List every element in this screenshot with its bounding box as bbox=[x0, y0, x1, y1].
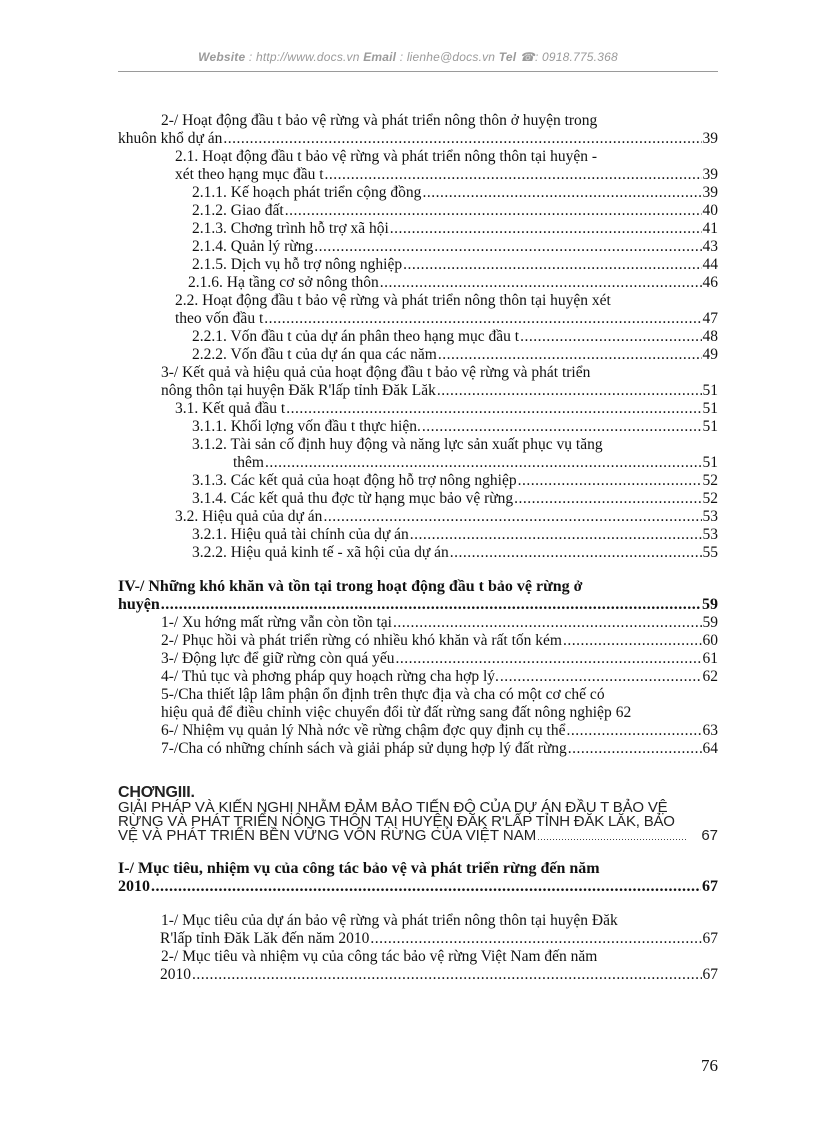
chapter-line-3: VỆ VÀ PHÁT TRIỂN BỀN VỮNG VỐN RỪNG CỦA VIỆT NAM ..... 67 bbox=[118, 829, 718, 844]
table-of-contents bbox=[118, 112, 718, 984]
toc-entry-2-1-5: 2.1.5. Dịch vụ hỗ trợ nông nghiệp ..... 44 bbox=[118, 256, 718, 274]
toc-entry-2: 2-/ Hoạt động đầu t bảo vệ rừng và phát triển nông thôn ở huyện trong bbox=[161, 112, 598, 129]
website-label: Website bbox=[198, 50, 246, 64]
toc-entry-i-1: 1-/ Mục tiêu của dự án bảo vệ rừng và phát triển nông thôn tại huyện Đăk bbox=[161, 912, 618, 929]
toc-entry-i-cont: 2010 ..... 67 bbox=[118, 878, 718, 896]
email-address: : lienhe@docs.vn bbox=[399, 50, 496, 64]
toc-entry-3-1-4: 3.1.4. Các kết quả thu đợc từ hạng mục bảo vệ rừng ..... 52 bbox=[118, 490, 718, 508]
website-url: : http://www.docs.vn bbox=[248, 50, 360, 64]
toc-entry-i: I-/ Mục tiêu, nhiệm vụ của công tác bảo vệ và phát triển rừng đến năm bbox=[118, 860, 600, 877]
toc-entry-2-1-6: 2.1.6. Hạ tầng cơ sở nông thôn ..... 46 bbox=[118, 274, 718, 292]
toc-entry-3-cont: nông thôn tại huyện Đăk R'lấp tỉnh Đăk Lăk ..... 51 bbox=[118, 382, 718, 400]
tel-label: Tel bbox=[498, 50, 517, 64]
toc-entry-3-1-2-cont: thêm ..... 51 bbox=[118, 454, 718, 472]
chapter-line-2: RỪNG VÀ PHÁT TRIỂN NÔNG THÔN TẠI HUYỆN ĐĂK R'LẤP TỈNH ĐĂK LĂK, BẢO bbox=[118, 813, 675, 830]
toc-entry-i-2: 2-/ Mục tiêu và nhiệm vụ của công tác bảo vệ rừng Việt Nam đến năm bbox=[161, 948, 598, 965]
toc-entry-iv-2: 2-/ Phục hồi và phát triển rừng có nhiều khó khăn và rất tốn kém ..... 60 bbox=[118, 632, 718, 650]
toc-entry-iv-5-cont: hiệu quả để điều chỉnh việc chuyển đổi từ đất rừng sang đất nông nghiệp 62 bbox=[161, 704, 632, 721]
toc-entry-2-cont: khuôn khổ dự án ..... 39 bbox=[118, 130, 718, 148]
toc-entry-2-1-1: 2.1.1. Kế hoạch phát triển cộng đồng ..... 39 bbox=[118, 184, 718, 202]
toc-entry-2-1-3: 2.1.3. Chơng trình hỗ trợ xã hội ..... 41 bbox=[118, 220, 718, 238]
toc-entry-i-2-cont: 2010 ..... 67 bbox=[118, 966, 718, 984]
toc-entry-3-2-2: 3.2.2. Hiệu quả kinh tế - xã hội của dự án ..... 55 bbox=[118, 544, 718, 562]
toc-entry-3-1-1: 3.1.1. Khối lợng vốn đầu t thực hiện. ..... 51 bbox=[118, 418, 718, 436]
toc-entry-iv: IV-/ Những khó khăn và tồn tại trong hoạt động đầu t bảo vệ rừng ở bbox=[118, 578, 583, 595]
toc-entry-3-1-2: 3.1.2. Tài sản cố định huy động và năng lực sản xuất phục vụ tăng bbox=[192, 436, 603, 453]
telephone-icon: ☎ bbox=[519, 50, 535, 64]
toc-entry-iv-5: 5-/Cha thiết lập lâm phận ổn định trên thực địa và cha có một cơ chế có bbox=[161, 686, 605, 703]
toc-entry-iv-7: 7-/Cha có những chính sách và giải pháp sử dụng hợp lý đất rừng ..... 64 bbox=[118, 740, 718, 758]
toc-entry-2-2-1: 2.2.1. Vốn đầu t của dự án phân theo hạng mục đầu t ..... 48 bbox=[118, 328, 718, 346]
page-number: 76 bbox=[701, 1056, 718, 1075]
page-ref: 39 bbox=[702, 130, 718, 147]
toc-entry-iv-1: 1-/ Xu hớng mất rừng vẫn còn tồn tại ..... 59 bbox=[118, 614, 718, 632]
toc-entry-2-1-cont: xét theo hạng mục đầu t ..... 39 bbox=[118, 166, 718, 184]
toc-entry-3-2: 3.2. Hiệu quả của dự án ..... 53 bbox=[118, 508, 718, 526]
toc-entry-3-2-1: 3.2.1. Hiệu quả tài chính của dự án ..... 53 bbox=[118, 526, 718, 544]
toc-entry-2-1-2: 2.1.2. Giao đất ..... 40 bbox=[118, 202, 718, 220]
toc-entry-2-1-4: 2.1.4. Quản lý rừng ..... 43 bbox=[118, 238, 718, 256]
toc-entry-2-1: 2.1. Hoạt động đầu t bảo vệ rừng và phát triển nông thôn tại huyện - bbox=[175, 148, 598, 165]
chapter-heading bbox=[118, 784, 718, 844]
tel-number: : 0918.775.368 bbox=[534, 50, 618, 64]
toc-entry-iv-3: 3-/ Động lực để giữ rừng còn quá yếu ..... 61 bbox=[118, 650, 718, 668]
toc-entry-i-1-cont: R'lấp tỉnh Đăk Lăk đến năm 2010 ..... 67 bbox=[118, 930, 718, 948]
toc-entry-2-2-cont: theo vốn đầu t ..... 47 bbox=[118, 310, 718, 328]
toc-entry-3-1: 3.1. Kết quả đầu t ..... 51 bbox=[118, 400, 718, 418]
toc-entry-2-2: 2.2. Hoạt động đầu t bảo vệ rừng và phát triển nông thôn tại huyện xét bbox=[175, 292, 611, 309]
toc-entry-2-2-2: 2.2.2. Vốn đầu t của dự án qua các năm ..... 49 bbox=[118, 346, 718, 364]
email-label: Email bbox=[363, 50, 397, 64]
toc-entry-iv-cont: huyện ..... 59 bbox=[118, 596, 718, 614]
header-rule bbox=[118, 71, 718, 72]
chapter-title: CHƠNGIII. bbox=[118, 784, 195, 801]
toc-entry-3: 3-/ Kết quả và hiệu quả của hoạt động đầu t bảo vệ rừng và phát triển bbox=[161, 364, 591, 381]
toc-entry-3-1-3: 3.1.3. Các kết quả của hoạt động hỗ trợ nông nghiệp ..... 52 bbox=[118, 472, 718, 490]
chapter-line-1: GIẢI PHÁP VÀ KIẾN NGHỊ NHẰM ĐẢM BẢO TIẾN ĐỘ CỦA DỰ ÁN ĐẦU T BẢO VỆ bbox=[118, 799, 668, 816]
toc-entry-iv-4: 4-/ Thủ tục và phơng pháp quy hoạch rừng cha hợp lý. ..... 62 bbox=[118, 668, 718, 686]
page-header bbox=[0, 50, 816, 64]
toc-entry-iv-6: 6-/ Nhiệm vụ quản lý Nhà nớc về rừng chậm đợc quy định cụ thể ..... 63 bbox=[118, 722, 718, 740]
